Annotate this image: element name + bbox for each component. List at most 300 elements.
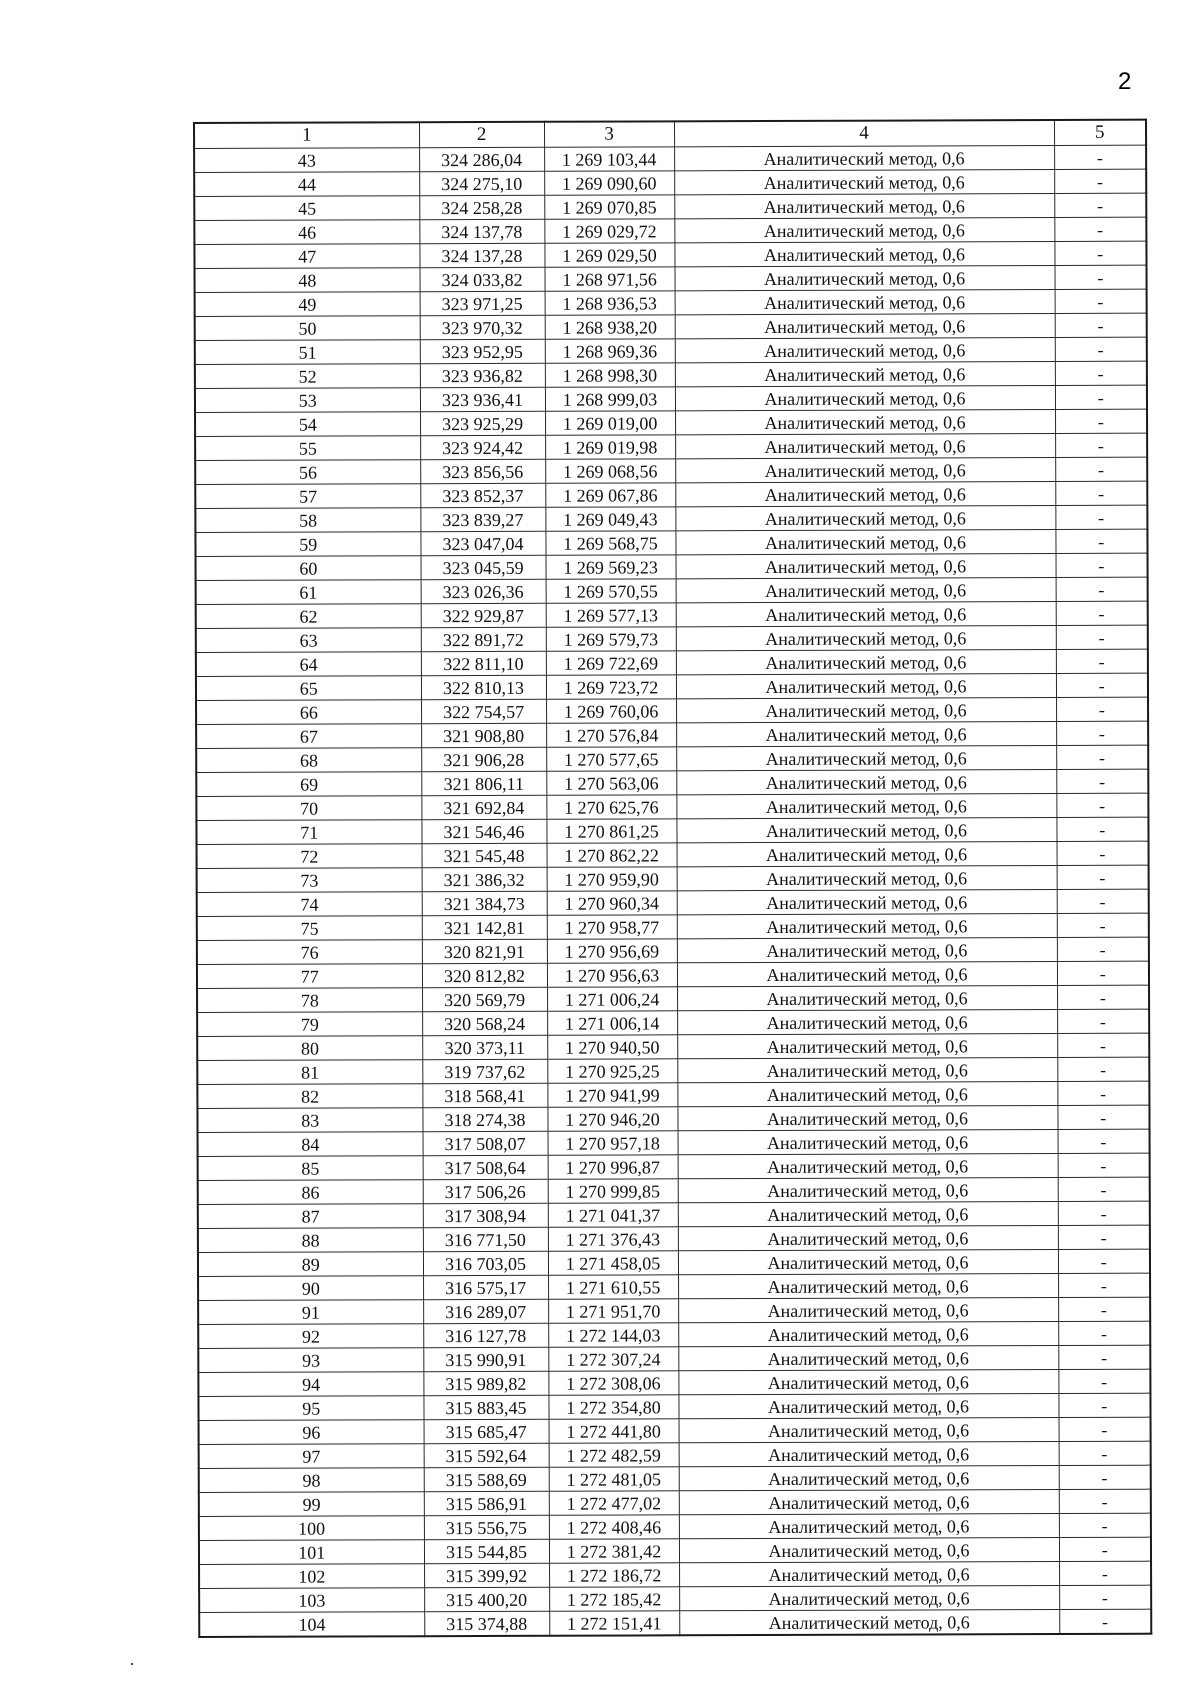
- y-coordinate-cell: 1 270 946,20: [547, 1107, 677, 1131]
- method-accuracy-cell: Аналитический метод, 0,6: [675, 457, 1055, 482]
- x-coordinate-cell: 315 883,45: [423, 1395, 548, 1419]
- method-accuracy-cell: Аналитический метод, 0,6: [679, 1417, 1059, 1442]
- y-coordinate-cell: 1 271 951,70: [548, 1299, 678, 1323]
- y-coordinate-cell: 1 272 151,41: [549, 1611, 679, 1636]
- description-cell: -: [1056, 817, 1148, 841]
- point-number-cell: 46: [194, 220, 419, 245]
- x-coordinate-cell: 315 588,69: [424, 1467, 549, 1491]
- method-accuracy-cell: Аналитический метод, 0,6: [676, 553, 1056, 578]
- x-coordinate-cell: 317 508,64: [423, 1155, 548, 1179]
- table-row: [197, 985, 1149, 1012]
- point-number-cell: 50: [195, 316, 420, 341]
- scan-speck: [131, 1663, 133, 1665]
- description-cell: -: [1056, 673, 1148, 697]
- table-row: [195, 457, 1147, 484]
- description-cell: -: [1056, 745, 1148, 769]
- method-accuracy-cell: Аналитический метод, 0,6: [674, 193, 1054, 218]
- description-cell: -: [1054, 193, 1146, 217]
- table-row: [195, 385, 1147, 412]
- x-coordinate-cell: 316 127,78: [423, 1323, 548, 1347]
- x-coordinate-cell: 323 924,42: [420, 435, 545, 459]
- y-coordinate-cell: 1 269 049,43: [545, 507, 675, 531]
- point-number-cell: 53: [195, 388, 420, 413]
- y-coordinate-cell: 1 272 481,05: [549, 1467, 679, 1491]
- method-accuracy-cell: Аналитический метод, 0,6: [675, 313, 1055, 338]
- point-number-cell: 95: [198, 1396, 423, 1421]
- y-coordinate-cell: 1 270 956,63: [547, 963, 677, 987]
- description-cell: -: [1057, 961, 1149, 985]
- x-coordinate-cell: 317 506,26: [423, 1179, 548, 1203]
- table-row: [197, 1009, 1149, 1036]
- description-cell: -: [1059, 1561, 1151, 1585]
- description-cell: -: [1057, 937, 1149, 961]
- method-accuracy-cell: Аналитический метод, 0,6: [677, 1105, 1057, 1130]
- description-cell: -: [1054, 217, 1146, 241]
- y-coordinate-cell: 1 270 576,84: [546, 723, 676, 747]
- table-row: [198, 1177, 1150, 1204]
- point-number-cell: 91: [198, 1300, 423, 1325]
- description-cell: -: [1056, 601, 1148, 625]
- point-number-cell: 73: [197, 868, 422, 893]
- method-accuracy-cell: Аналитический метод, 0,6: [677, 961, 1057, 986]
- method-accuracy-cell: Аналитический метод, 0,6: [679, 1513, 1059, 1538]
- point-number-cell: 67: [196, 724, 421, 749]
- method-accuracy-cell: Аналитический метод, 0,6: [679, 1465, 1059, 1490]
- method-accuracy-cell: Аналитический метод, 0,6: [678, 1273, 1058, 1298]
- x-coordinate-cell: 321 692,84: [421, 795, 546, 819]
- y-coordinate-cell: 1 269 579,73: [546, 627, 676, 651]
- method-accuracy-cell: Аналитический метод, 0,6: [674, 169, 1054, 194]
- description-cell: -: [1056, 649, 1148, 673]
- method-accuracy-cell: Аналитический метод, 0,6: [675, 337, 1055, 362]
- description-cell: -: [1058, 1249, 1150, 1273]
- description-cell: -: [1058, 1297, 1150, 1321]
- x-coordinate-cell: 320 569,79: [422, 987, 547, 1011]
- x-coordinate-cell: 320 568,24: [422, 1011, 547, 1035]
- description-cell: -: [1055, 505, 1147, 529]
- table-row: [194, 193, 1146, 220]
- method-accuracy-cell: Аналитический метод, 0,6: [679, 1561, 1059, 1586]
- table-row: [196, 817, 1148, 844]
- description-cell: -: [1055, 409, 1147, 433]
- description-cell: -: [1058, 1201, 1150, 1225]
- x-coordinate-cell: 323 952,95: [420, 339, 545, 363]
- y-coordinate-cell: 1 271 006,24: [547, 987, 677, 1011]
- description-cell: -: [1059, 1585, 1151, 1609]
- method-accuracy-cell: Аналитический метод, 0,6: [678, 1369, 1058, 1394]
- description-cell: -: [1058, 1393, 1150, 1417]
- point-number-cell: 56: [195, 460, 420, 485]
- description-cell: -: [1054, 145, 1146, 169]
- table-row: [196, 649, 1148, 676]
- description-cell: -: [1059, 1537, 1151, 1561]
- point-number-cell: 98: [199, 1468, 424, 1493]
- method-accuracy-cell: Аналитический метод, 0,6: [676, 697, 1056, 722]
- y-coordinate-cell: 1 269 103,44: [544, 147, 674, 171]
- table-row: [198, 1273, 1150, 1300]
- y-coordinate-cell: 1 269 722,69: [546, 651, 676, 675]
- description-cell: -: [1059, 1513, 1151, 1537]
- point-number-cell: 87: [198, 1204, 423, 1229]
- y-coordinate-cell: 1 269 569,23: [546, 555, 676, 579]
- point-number-cell: 82: [197, 1084, 422, 1109]
- page-number: 2: [1118, 68, 1132, 95]
- x-coordinate-cell: 322 891,72: [421, 627, 546, 651]
- table-row: [198, 1201, 1150, 1228]
- point-number-cell: 89: [198, 1252, 423, 1277]
- x-coordinate-cell: 318 568,41: [422, 1083, 547, 1107]
- x-coordinate-cell: 316 703,05: [423, 1251, 548, 1275]
- method-accuracy-cell: Аналитический метод, 0,6: [675, 505, 1055, 530]
- method-accuracy-cell: Аналитический метод, 0,6: [678, 1297, 1058, 1322]
- description-cell: -: [1057, 865, 1149, 889]
- table-row: [198, 1153, 1150, 1180]
- y-coordinate-cell: 1 271 006,14: [547, 1011, 677, 1035]
- method-accuracy-cell: Аналитический метод, 0,6: [677, 841, 1057, 866]
- description-cell: -: [1055, 481, 1147, 505]
- x-coordinate-cell: 316 575,17: [423, 1275, 548, 1299]
- x-coordinate-cell: 315 544,85: [424, 1539, 549, 1563]
- y-coordinate-cell: 1 270 862,22: [547, 843, 677, 867]
- table-row: [197, 1105, 1149, 1132]
- x-coordinate-cell: 315 374,88: [424, 1611, 549, 1636]
- point-number-cell: 97: [199, 1444, 424, 1469]
- description-cell: -: [1058, 1225, 1150, 1249]
- table-row: [196, 673, 1148, 700]
- coordinates-table: [193, 119, 1152, 1638]
- table-row: [199, 1489, 1151, 1516]
- method-accuracy-cell: Аналитический метод, 0,6: [676, 649, 1056, 674]
- x-coordinate-cell: 323 936,41: [420, 387, 545, 411]
- table-row: [196, 721, 1148, 748]
- table-row: [199, 1537, 1151, 1564]
- x-coordinate-cell: 323 839,27: [420, 507, 545, 531]
- table-row: [194, 241, 1146, 268]
- y-coordinate-cell: 1 270 563,06: [546, 771, 676, 795]
- table-row: [197, 841, 1149, 868]
- table-row: [195, 481, 1147, 508]
- method-accuracy-cell: Аналитический метод, 0,6: [675, 409, 1055, 434]
- point-number-cell: 83: [197, 1108, 422, 1133]
- table-row: [199, 1465, 1151, 1492]
- description-cell: -: [1055, 529, 1147, 553]
- y-coordinate-cell: 1 269 029,50: [544, 243, 674, 267]
- y-coordinate-cell: 1 269 019,98: [545, 435, 675, 459]
- description-cell: -: [1056, 577, 1148, 601]
- table-row: [196, 697, 1148, 724]
- x-coordinate-cell: 323 925,29: [420, 411, 545, 435]
- description-cell: -: [1058, 1177, 1150, 1201]
- description-cell: -: [1054, 169, 1146, 193]
- y-coordinate-cell: 1 272 477,02: [549, 1491, 679, 1515]
- x-coordinate-cell: 317 308,94: [423, 1203, 548, 1227]
- method-accuracy-cell: Аналитический метод, 0,6: [677, 937, 1057, 962]
- point-number-cell: 79: [197, 1012, 422, 1037]
- description-cell: -: [1055, 289, 1147, 313]
- column-header-1: 1: [194, 122, 419, 148]
- point-number-cell: 103: [199, 1588, 424, 1613]
- table-row: [195, 361, 1147, 388]
- x-coordinate-cell: 315 400,20: [424, 1587, 549, 1611]
- y-coordinate-cell: 1 270 861,25: [546, 819, 676, 843]
- y-coordinate-cell: 1 268 999,03: [545, 387, 675, 411]
- point-number-cell: 88: [198, 1228, 423, 1253]
- description-cell: -: [1055, 313, 1147, 337]
- method-accuracy-cell: Аналитический метод, 0,6: [675, 361, 1055, 386]
- x-coordinate-cell: 320 812,82: [422, 963, 547, 987]
- table-row: [197, 889, 1149, 916]
- point-number-cell: 68: [196, 748, 421, 773]
- method-accuracy-cell: Аналитический метод, 0,6: [677, 985, 1057, 1010]
- y-coordinate-cell: 1 268 998,30: [545, 363, 675, 387]
- x-coordinate-cell: 315 989,82: [423, 1371, 548, 1395]
- point-number-cell: 44: [194, 172, 419, 197]
- x-coordinate-cell: 323 026,36: [421, 579, 546, 603]
- table-row: [197, 1081, 1149, 1108]
- x-coordinate-cell: 321 545,48: [422, 843, 547, 867]
- point-number-cell: 61: [196, 580, 421, 605]
- table-row: [195, 289, 1147, 316]
- y-coordinate-cell: 1 272 144,03: [548, 1323, 678, 1347]
- y-coordinate-cell: 1 269 070,85: [544, 195, 674, 219]
- x-coordinate-cell: 323 936,82: [420, 363, 545, 387]
- y-coordinate-cell: 1 270 940,50: [547, 1035, 677, 1059]
- description-cell: -: [1059, 1489, 1151, 1513]
- table-row: [195, 313, 1147, 340]
- method-accuracy-cell: Аналитический метод, 0,6: [676, 625, 1056, 650]
- description-cell: -: [1059, 1465, 1151, 1489]
- table-row: [196, 601, 1148, 628]
- method-accuracy-cell: Аналитический метод, 0,6: [676, 673, 1056, 698]
- y-coordinate-cell: 1 272 186,72: [549, 1563, 679, 1587]
- table-row: [194, 145, 1146, 172]
- description-cell: -: [1058, 1273, 1150, 1297]
- point-number-cell: 57: [195, 484, 420, 509]
- method-accuracy-cell: Аналитический метод, 0,6: [675, 289, 1055, 314]
- description-cell: -: [1057, 913, 1149, 937]
- table-row: [195, 505, 1147, 532]
- x-coordinate-cell: 315 685,47: [424, 1419, 549, 1443]
- y-coordinate-cell: 1 268 936,53: [545, 291, 675, 315]
- y-coordinate-cell: 1 270 996,87: [548, 1155, 678, 1179]
- point-number-cell: 101: [199, 1540, 424, 1565]
- description-cell: -: [1055, 433, 1147, 457]
- point-number-cell: 70: [196, 796, 421, 821]
- y-coordinate-cell: 1 270 959,90: [547, 867, 677, 891]
- point-number-cell: 96: [199, 1420, 424, 1445]
- description-cell: -: [1059, 1417, 1151, 1441]
- x-coordinate-cell: 320 373,11: [422, 1035, 547, 1059]
- method-accuracy-cell: Аналитический метод, 0,6: [678, 1249, 1058, 1274]
- y-coordinate-cell: 1 272 482,59: [549, 1443, 679, 1467]
- method-accuracy-cell: Аналитический метод, 0,6: [678, 1225, 1058, 1250]
- table-row: [198, 1249, 1150, 1276]
- table-row: [198, 1129, 1150, 1156]
- x-coordinate-cell: 322 754,57: [421, 699, 546, 723]
- method-accuracy-cell: Аналитический метод, 0,6: [678, 1177, 1058, 1202]
- point-number-cell: 72: [197, 844, 422, 869]
- method-accuracy-cell: Аналитический метод, 0,6: [677, 865, 1057, 890]
- x-coordinate-cell: 321 386,32: [422, 867, 547, 891]
- method-accuracy-cell: Аналитический метод, 0,6: [674, 241, 1054, 266]
- table-row: [198, 1225, 1150, 1252]
- point-number-cell: 45: [194, 196, 419, 221]
- x-coordinate-cell: 321 384,73: [422, 891, 547, 915]
- table-row: [194, 169, 1146, 196]
- description-cell: -: [1058, 1153, 1150, 1177]
- description-cell: -: [1057, 1105, 1149, 1129]
- description-cell: -: [1056, 553, 1148, 577]
- y-coordinate-cell: 1 272 307,24: [548, 1347, 678, 1371]
- table-row: [195, 409, 1147, 436]
- x-coordinate-cell: 315 586,91: [424, 1491, 549, 1515]
- x-coordinate-cell: 322 811,10: [421, 651, 546, 675]
- x-coordinate-cell: 315 592,64: [424, 1443, 549, 1467]
- point-number-cell: 62: [196, 604, 421, 629]
- description-cell: -: [1058, 1345, 1150, 1369]
- method-accuracy-cell: Аналитический метод, 0,6: [677, 1057, 1057, 1082]
- method-accuracy-cell: Аналитический метод, 0,6: [678, 1201, 1058, 1226]
- y-coordinate-cell: 1 272 441,80: [549, 1419, 679, 1443]
- description-cell: -: [1056, 769, 1148, 793]
- x-coordinate-cell: 323 047,04: [420, 531, 545, 555]
- point-number-cell: 64: [196, 652, 421, 677]
- point-number-cell: 94: [198, 1372, 423, 1397]
- table-body: [194, 145, 1151, 1637]
- point-number-cell: 71: [196, 820, 421, 845]
- column-header-5: 5: [1054, 120, 1146, 146]
- method-accuracy-cell: Аналитический метод, 0,6: [676, 577, 1056, 602]
- description-cell: -: [1057, 841, 1149, 865]
- method-accuracy-cell: Аналитический метод, 0,6: [675, 265, 1055, 290]
- method-accuracy-cell: Аналитический метод, 0,6: [677, 913, 1057, 938]
- method-accuracy-cell: Аналитический метод, 0,6: [676, 601, 1056, 626]
- y-coordinate-cell: 1 269 760,06: [546, 699, 676, 723]
- x-coordinate-cell: 321 906,28: [421, 747, 546, 771]
- y-coordinate-cell: 1 269 029,72: [544, 219, 674, 243]
- table-row: [198, 1321, 1150, 1348]
- table-row: [196, 793, 1148, 820]
- table-row: [197, 1033, 1149, 1060]
- table-row: [195, 433, 1147, 460]
- point-number-cell: 55: [195, 436, 420, 461]
- description-cell: -: [1056, 697, 1148, 721]
- description-cell: -: [1057, 1033, 1149, 1057]
- x-coordinate-cell: 321 908,80: [421, 723, 546, 747]
- y-coordinate-cell: 1 270 956,69: [547, 939, 677, 963]
- table-row: [196, 769, 1148, 796]
- y-coordinate-cell: 1 271 458,05: [548, 1251, 678, 1275]
- point-number-cell: 104: [199, 1612, 424, 1637]
- table-row: [197, 961, 1149, 988]
- point-number-cell: 99: [199, 1492, 424, 1517]
- point-number-cell: 49: [195, 292, 420, 317]
- x-coordinate-cell: 324 137,78: [419, 219, 544, 243]
- point-number-cell: 66: [196, 700, 421, 725]
- x-coordinate-cell: 318 274,38: [422, 1107, 547, 1131]
- x-coordinate-cell: 323 970,32: [420, 315, 545, 339]
- point-number-cell: 90: [198, 1276, 423, 1301]
- table-row: [199, 1441, 1151, 1468]
- point-number-cell: 102: [199, 1564, 424, 1589]
- table-row: [197, 937, 1149, 964]
- description-cell: -: [1057, 1057, 1149, 1081]
- table-row: [199, 1561, 1151, 1588]
- y-coordinate-cell: 1 271 376,43: [548, 1227, 678, 1251]
- x-coordinate-cell: 323 852,37: [420, 483, 545, 507]
- x-coordinate-cell: 319 737,62: [422, 1059, 547, 1083]
- point-number-cell: 80: [197, 1036, 422, 1061]
- description-cell: -: [1055, 385, 1147, 409]
- table-header: [194, 120, 1146, 149]
- description-cell: -: [1056, 721, 1148, 745]
- x-coordinate-cell: 324 258,28: [419, 195, 544, 219]
- table-row: [198, 1393, 1150, 1420]
- column-header-4: 4: [674, 120, 1054, 147]
- point-number-cell: 47: [194, 244, 419, 269]
- y-coordinate-cell: 1 272 408,46: [549, 1515, 679, 1539]
- description-cell: -: [1056, 793, 1148, 817]
- x-coordinate-cell: 324 275,10: [419, 171, 544, 195]
- y-coordinate-cell: 1 270 958,77: [547, 915, 677, 939]
- y-coordinate-cell: 1 269 723,72: [546, 675, 676, 699]
- y-coordinate-cell: 1 270 960,34: [547, 891, 677, 915]
- y-coordinate-cell: 1 269 570,55: [546, 579, 676, 603]
- x-coordinate-cell: 323 045,59: [421, 555, 546, 579]
- x-coordinate-cell: 316 771,50: [423, 1227, 548, 1251]
- y-coordinate-cell: 1 268 969,36: [545, 339, 675, 363]
- x-coordinate-cell: 322 929,87: [421, 603, 546, 627]
- point-number-cell: 52: [195, 364, 420, 389]
- method-accuracy-cell: Аналитический метод, 0,6: [678, 1129, 1058, 1154]
- y-coordinate-cell: 1 270 957,18: [548, 1131, 678, 1155]
- method-accuracy-cell: Аналитический метод, 0,6: [675, 529, 1055, 554]
- y-coordinate-cell: 1 271 610,55: [548, 1275, 678, 1299]
- table-row: [197, 913, 1149, 940]
- point-number-cell: 86: [198, 1180, 423, 1205]
- column-header-3: 3: [544, 121, 674, 147]
- table-row: [198, 1345, 1150, 1372]
- table-row: [199, 1513, 1151, 1540]
- y-coordinate-cell: 1 269 019,00: [545, 411, 675, 435]
- point-number-cell: 76: [197, 940, 422, 965]
- description-cell: -: [1059, 1609, 1151, 1634]
- method-accuracy-cell: Аналитический метод, 0,6: [679, 1609, 1059, 1635]
- y-coordinate-cell: 1 272 354,80: [548, 1395, 678, 1419]
- y-coordinate-cell: 1 270 577,65: [546, 747, 676, 771]
- y-coordinate-cell: 1 268 938,20: [545, 315, 675, 339]
- table-row: [194, 217, 1146, 244]
- table-row: [195, 337, 1147, 364]
- point-number-cell: 85: [198, 1156, 423, 1181]
- method-accuracy-cell: Аналитический метод, 0,6: [679, 1585, 1059, 1610]
- point-number-cell: 43: [194, 148, 419, 173]
- point-number-cell: 78: [197, 988, 422, 1013]
- method-accuracy-cell: Аналитический метод, 0,6: [677, 1009, 1057, 1034]
- method-accuracy-cell: Аналитический метод, 0,6: [678, 1345, 1058, 1370]
- method-accuracy-cell: Аналитический метод, 0,6: [679, 1441, 1059, 1466]
- point-number-cell: 58: [195, 508, 420, 533]
- point-number-cell: 81: [197, 1060, 422, 1085]
- point-number-cell: 51: [195, 340, 420, 365]
- description-cell: -: [1056, 625, 1148, 649]
- description-cell: -: [1054, 241, 1146, 265]
- x-coordinate-cell: 315 556,75: [424, 1515, 549, 1539]
- header-row: [194, 120, 1146, 149]
- x-coordinate-cell: 323 856,56: [420, 459, 545, 483]
- x-coordinate-cell: 324 286,04: [419, 147, 544, 171]
- point-number-cell: 77: [197, 964, 422, 989]
